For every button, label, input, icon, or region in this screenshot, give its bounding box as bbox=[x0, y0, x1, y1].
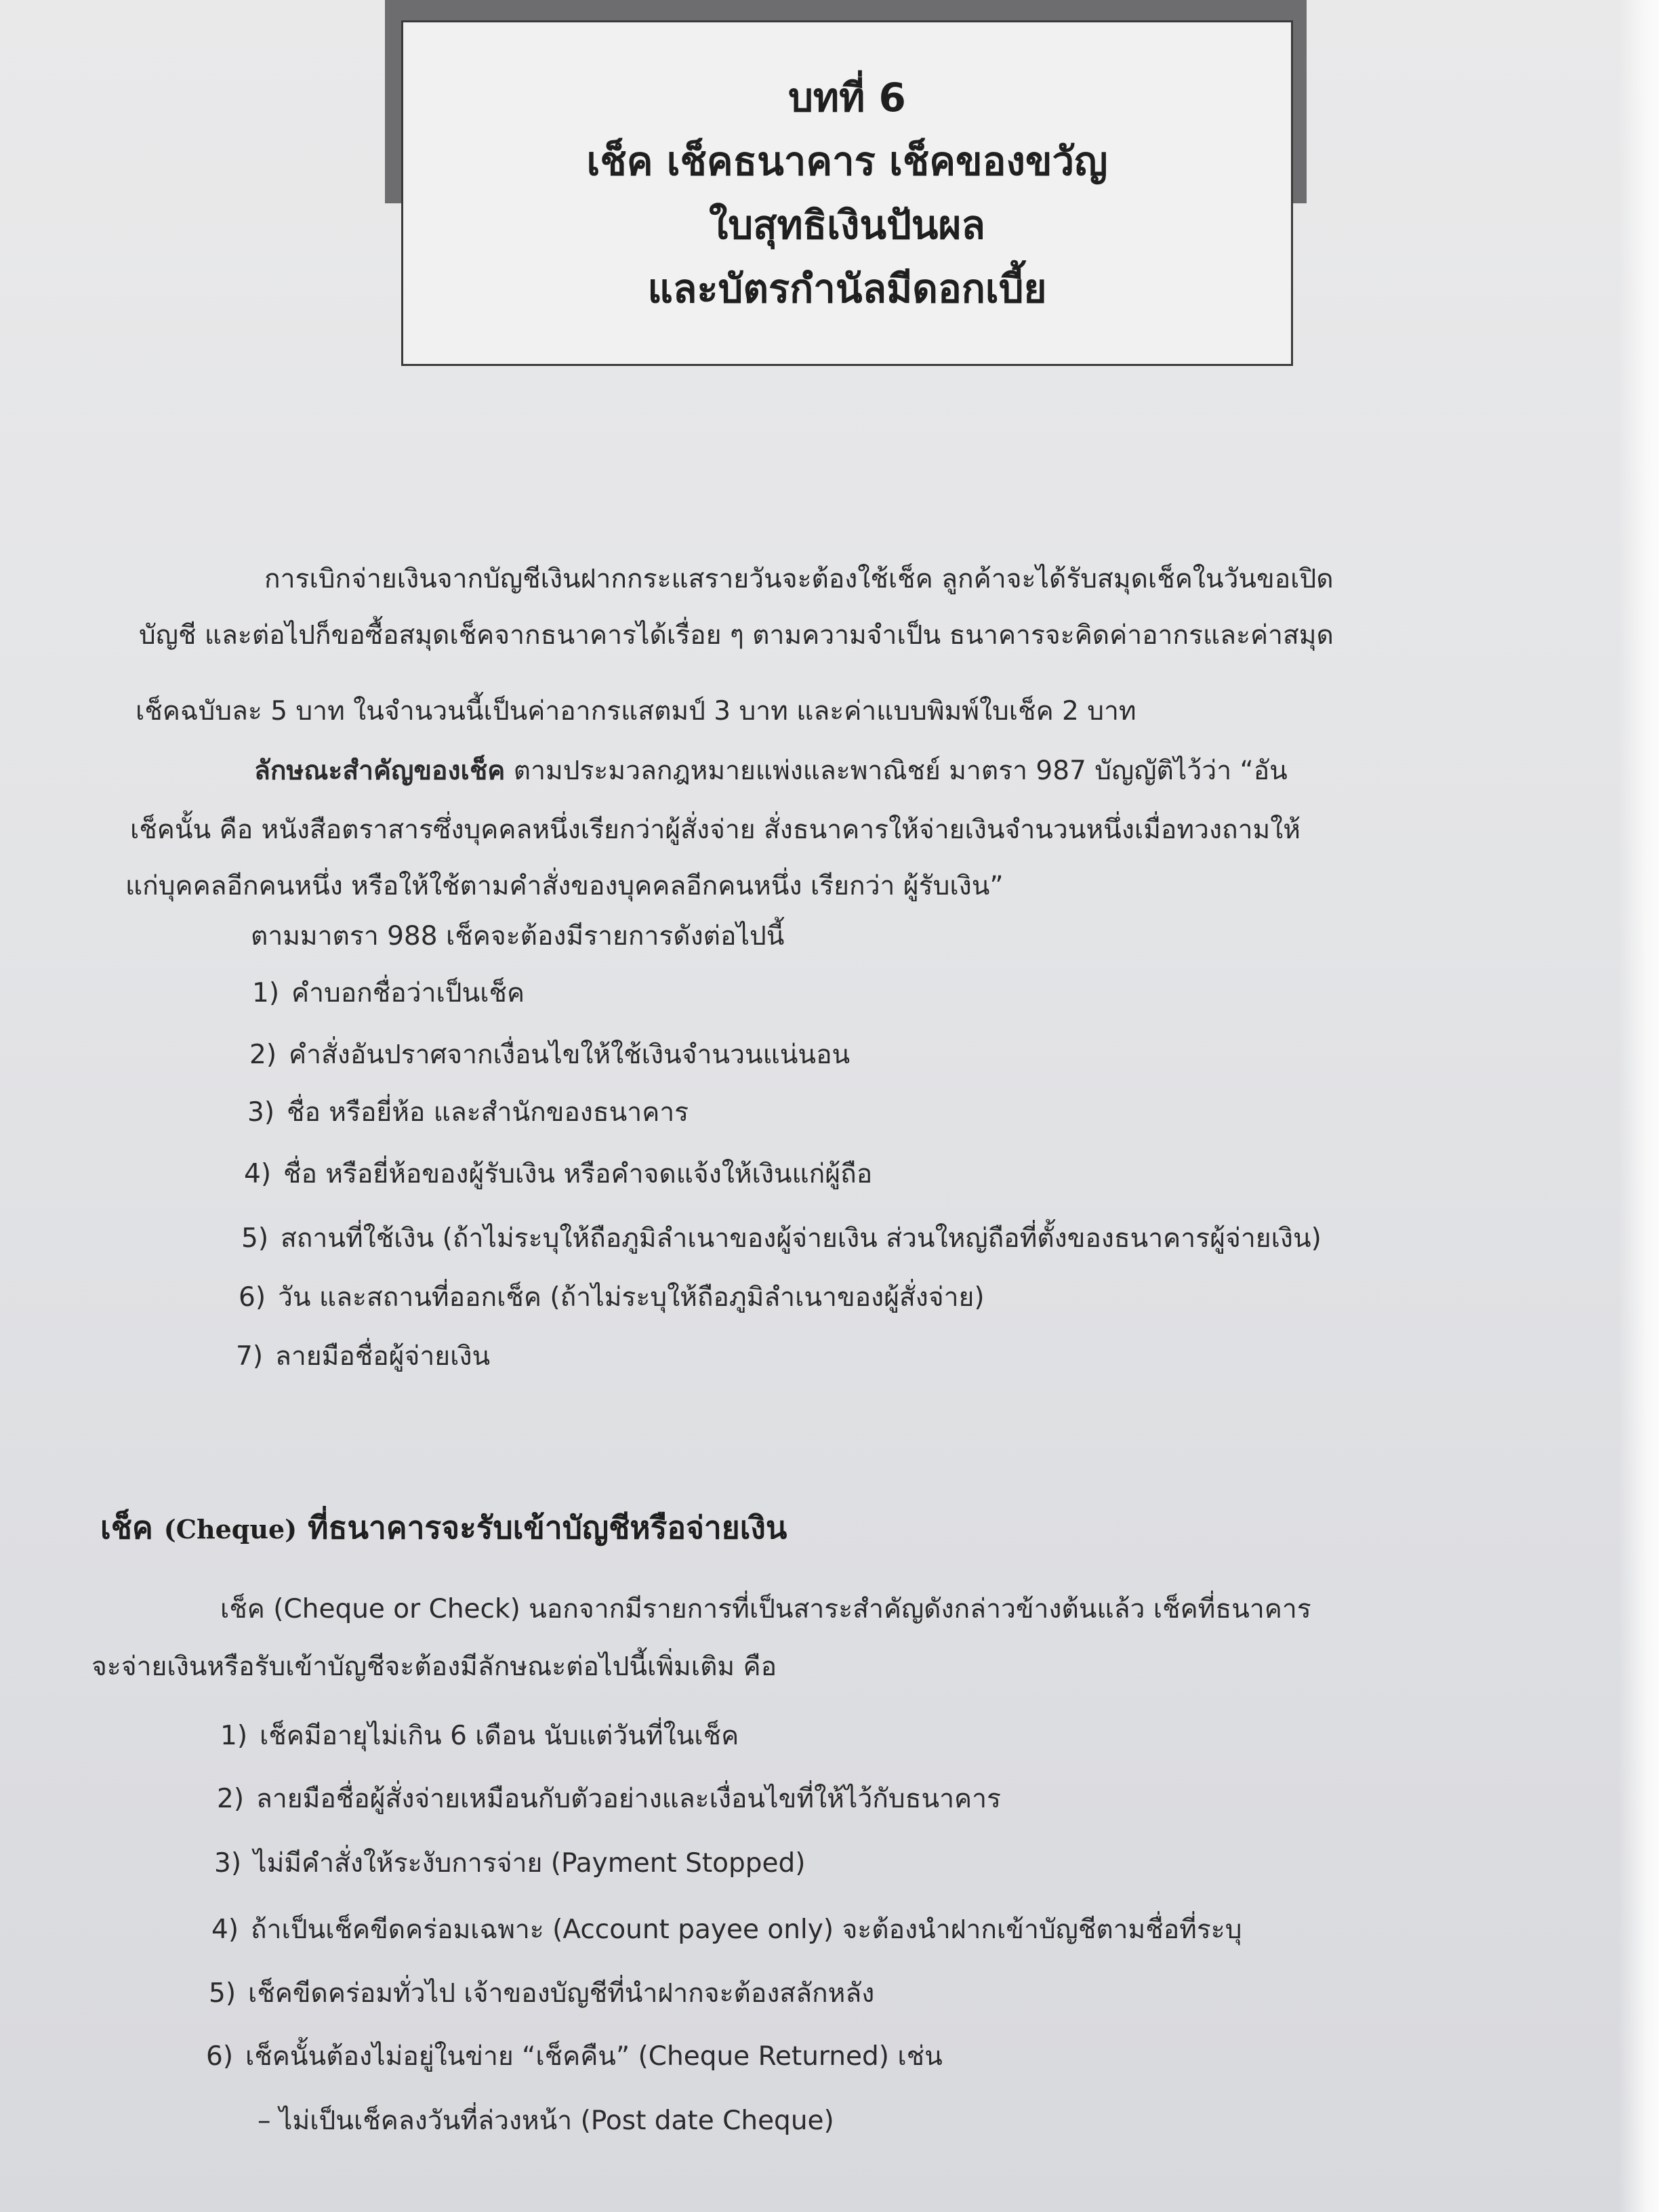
list-item-number: 4) bbox=[244, 1159, 272, 1189]
heading-prefix: เช็ค bbox=[100, 1509, 153, 1546]
list-item bbox=[244, 1154, 872, 1195]
definition-line-2: เช็คนั้น คือ หนังสือตราสารซึ่งบุคคลหนึ่งเรียกว่าผู้สั่งจ่าย สั่งธนาคารให้จ่ายเงินจำนวนหนึ่งเมื่อทวงถามให้ bbox=[130, 815, 1300, 845]
chapter-number: บทที่ 6 bbox=[788, 75, 906, 121]
list-item-number: 2) bbox=[217, 1784, 245, 1814]
chapter-title-box bbox=[401, 20, 1293, 366]
list-item bbox=[211, 1910, 1242, 1950]
list-item-text: เช็คนั้นต้องไม่อยู่ในข่าย “เช็คคืน” (Cheque Returned) เช่น bbox=[245, 2041, 943, 2072]
list-item-text: ชื่อ หรือยี่ห้อของผู้รับเงิน หรือคำจดแจ้งให้เงินแก่ผู้ถือ bbox=[283, 1159, 873, 1189]
list-item-text: สถานที่ใช้เงิน (ถ้าไม่ระบุให้ถือภูมิลำเนาของผู้จ่ายเงิน ส่วนใหญ่ถือที่ตั้งของธนาคารผู้จ่ายเงิน) bbox=[281, 1223, 1322, 1254]
definition-line-1-rest: ตามประมวลกฎหมายแพ่งและพาณิชย์ มาตรา 987 บัญญัติไว้ว่า “อัน bbox=[505, 756, 1288, 786]
cheque-section-heading bbox=[100, 1506, 787, 1551]
chapter-title-line-3: และบัตรกำนัลมีดอกเบี้ย bbox=[647, 266, 1047, 312]
list-item bbox=[214, 1843, 806, 1884]
sub-list-item: – ไม่เป็นเช็คลงวันที่ล่วงหน้า (Post date Cheque) bbox=[258, 2106, 834, 2136]
list-item bbox=[249, 1035, 850, 1076]
chapter-title-line-1: เช็ค เช็คธนาคาร เช็คของขวัญ bbox=[586, 138, 1108, 184]
list-item-text: ลายมือชื่อผู้สั่งจ่ายเหมือนกับตัวอย่างและเงื่อนไขที่ให้ไว้กับธนาคาร bbox=[256, 1784, 1001, 1814]
list-item bbox=[206, 2036, 943, 2077]
list-item-text: ไม่มีคำสั่งให้ระงับการจ่าย (Payment Stopped) bbox=[253, 1848, 806, 1879]
list-item-text: เช็คขีดคร่อมทั่วไป เจ้าของบัญชีที่นำฝากจะต้องสลักหลัง bbox=[248, 1978, 875, 2009]
definition-lead: ลักษณะสำคัญของเช็ค bbox=[254, 756, 506, 786]
cheque-para-line-1: เช็ค (Cheque or Check) นอกจากมีรายการที่เป็นสาระสำคัญดังกล่าวข้างต้นแล้ว เช็คที่ธนาคาร bbox=[220, 1594, 1311, 1624]
list-item bbox=[236, 1336, 490, 1377]
list-item-number: 3) bbox=[247, 1097, 275, 1128]
list-item bbox=[220, 1716, 739, 1757]
list-item-text: คำบอกชื่อว่าเป็นเช็ค bbox=[291, 978, 525, 1008]
section-988-lead: ตามมาตรา 988 เช็คจะต้องมีรายการดังต่อไปนี้ bbox=[251, 921, 785, 951]
heading-latin: (Cheque) bbox=[163, 1514, 298, 1544]
list-item bbox=[209, 1973, 874, 2014]
list-item-number: 5) bbox=[209, 1978, 237, 2009]
list-item-text: ชื่อ หรือยี่ห้อ และสำนักของธนาคาร bbox=[287, 1097, 689, 1128]
list-item-text: เช็คมีอายุไม่เกิน 6 เดือน นับแต่วันที่ในเช็ค bbox=[260, 1721, 739, 1751]
chapter-title-line-2: ใบสุทธิเงินปันผล bbox=[709, 202, 985, 248]
list-item bbox=[241, 1218, 1322, 1259]
list-item-number: 7) bbox=[236, 1341, 264, 1372]
list-item-text: คำสั่งอันปราศจากเงื่อนไขให้ใช้เงินจำนวนแน่นอน bbox=[289, 1040, 851, 1070]
list-item bbox=[239, 1277, 985, 1318]
list-item bbox=[252, 973, 525, 1014]
cheque-para-line-2: จะจ่ายเงินหรือรับเข้าบัญชีจะต้องมีลักษณะต่อไปนี้เพิ่มเติม คือ bbox=[91, 1652, 777, 1682]
list-item-number: 1) bbox=[252, 978, 280, 1008]
list-item-text: วัน และสถานที่ออกเช็ค (ถ้าไม่ระบุให้ถือภูมิลำเนาของผู้สั่งจ่าย) bbox=[278, 1282, 985, 1313]
list-item-text: ลายมือชื่อผู้จ่ายเงิน bbox=[275, 1341, 491, 1372]
list-item-number: 5) bbox=[241, 1223, 269, 1254]
list-item-number: 3) bbox=[214, 1848, 242, 1879]
list-item-text: ถ้าเป็นเช็คขีดคร่อมเฉพาะ (Account payee only) จะต้องนำฝากเข้าบัญชีตามชื่อที่ระบุ bbox=[251, 1914, 1242, 1945]
intro-line-1: การเบิกจ่ายเงินจากบัญชีเงินฝากกระแสรายวันจะต้องใช้เช็ค ลูกค้าจะได้รับสมุดเช็คในวันขอเปิด bbox=[264, 564, 1334, 594]
list-item-number: 4) bbox=[211, 1914, 239, 1945]
list-item-number: 6) bbox=[239, 1282, 266, 1313]
page-edge bbox=[1618, 0, 1659, 2212]
heading-rest: ที่ธนาคารจะรับเข้าบัญชีหรือจ่ายเงิน bbox=[308, 1509, 787, 1546]
list-item-number: 6) bbox=[206, 2041, 234, 2072]
intro-line-2: บัญชี และต่อไปก็ขอซื้อสมุดเช็คจากธนาคารได้เรื่อย ๆ ตามความจำเป็น ธนาคารจะคิดค่าอากรและค่าสมุด bbox=[139, 620, 1334, 651]
list-item-number: 2) bbox=[249, 1040, 277, 1070]
list-item bbox=[217, 1779, 1001, 1820]
list-item-number: 1) bbox=[220, 1721, 248, 1751]
definition-line-3: แก่บุคคลอีกคนหนึ่ง หรือให้ใช้ตามคำสั่งของบุคคลอีกคนหนึ่ง เรียกว่า ผู้รับเงิน” bbox=[125, 871, 1004, 901]
list-item bbox=[247, 1092, 689, 1133]
definition-line-1 bbox=[254, 751, 1288, 792]
intro-line-3: เช็คฉบับละ 5 บาท ในจำนวนนี้เป็นค่าอากรแสตมป์ 3 บาท และค่าแบบพิมพ์ใบเช็ค 2 บาท bbox=[136, 696, 1136, 726]
